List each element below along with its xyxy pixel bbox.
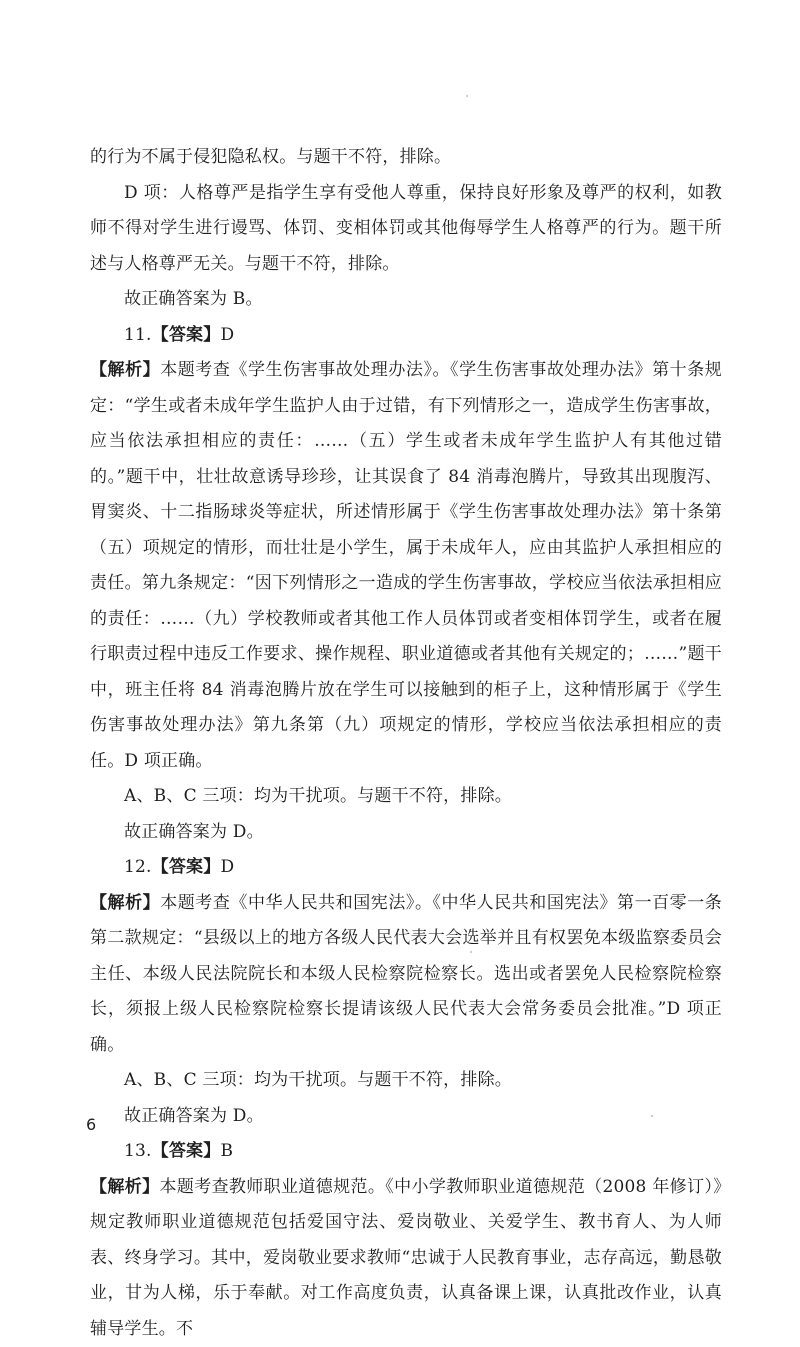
body-paragraph: 故正确答案为 B。	[90, 282, 722, 318]
analysis-paragraph	[90, 1170, 722, 1347]
question-number: 13.	[124, 1141, 152, 1161]
question-number: 12.	[124, 857, 152, 877]
answer-value: D	[220, 325, 234, 345]
analysis-paragraph	[90, 353, 722, 779]
answer-value: D	[220, 857, 234, 877]
scan-speck	[470, 951, 472, 953]
body-paragraph: D 项：人格尊严是指学生享有受他人尊重，保持良好形象及尊严的权利，如教师不得对学生进行谩骂、体罚、变相体罚或其他侮辱学生人格尊严的行为。题干所述与人格尊严无关。与题干不符，排除。	[90, 176, 722, 283]
answer-label: 【答案】	[152, 857, 221, 877]
scan-speck	[651, 1115, 653, 1117]
analysis-label: 【解析】	[90, 360, 160, 380]
body-paragraph: A、B、C 三项：均为干扰项。与题干不符，排除。	[90, 779, 722, 815]
analysis-paragraph	[90, 886, 722, 1064]
scan-speck	[466, 95, 468, 97]
analysis-text: 本题考查《学生伤害事故处理办法》。《学生伤害事故处理办法》第十条规定：“学生或者未成年学生监护人由于过错，有下列情形之一，造成学生伤害事故，应当依法承担相应的责任：……（五）学生或者未成年学生监护人有其他过错的。”题干中，壮壮故意诱导珍珍，让其误食了 84 消毒泡腾片，导致其出现腹泻、胃窦炎、十二指肠球炎等症状，所述情形属于《学生伤害事故处理办法》第十条第（五）项规定的情形，而壮壮是小学生，属于未成年人，应由其监护人承担相应的责任。第九条规定：“因下列情形之一造成的学生伤害事故，学校应当依法承担相应的责任：……（九）学校教师或者其他工作人员体罚或者变相体罚学生，或者在履行职责过程中违反工作要求、操作规程、职业道德或者其他有关规定的；……”题干中，班主任将 84 消毒泡腾片放在学生可以接触到的柜子上，这种情形属于《学生伤害事故处理办法》第九条第（九）项规定的情形，学校应当依法承担相应的责任。D 项正确。	[90, 360, 722, 771]
body-paragraph: A、B、C 三项：均为干扰项。与题干不符，排除。	[90, 1063, 722, 1099]
analysis-text: 本题考查教师职业道德规范。《中小学教师职业道德规范（2008 年修订）》规定教师职业道德规范包括爱国守法、爱岗敬业、关爱学生、教书育人、为人师表、终身学习。其中，爱岗敬业要求教师“忠诚于人民教育事业，志存高远，勤恳敬业，甘为人梯，乐于奉献。对工作高度负责，认真备课上课，认真批改作业，认真辅导学生。不	[90, 1177, 722, 1339]
answer-heading	[90, 850, 722, 886]
analysis-label: 【解析】	[90, 893, 160, 913]
answer-heading	[90, 318, 722, 354]
analysis-label: 【解析】	[90, 1177, 159, 1197]
answer-label: 【答案】	[152, 325, 221, 345]
body-paragraph: 故正确答案为 D。	[90, 1099, 722, 1135]
body-paragraph: 的行为不属于侵犯隐私权。与题干不符，排除。	[90, 140, 722, 176]
answer-value: B	[220, 1141, 233, 1161]
analysis-text: 本题考查《中华人民共和国宪法》。《中华人民共和国宪法》第一百零一条第二款规定：“县级以上的地方各级人民代表大会选举并且有权罢免本级监察委员会主任、本级人民法院院长和本级人民检察院检察长。选出或者罢免人民检察院检察长，须报上级人民检察院检察长提请该级人民代表大会常务委员会批准。”D 项正确。	[90, 893, 722, 1055]
page-number: 6	[86, 1115, 96, 1134]
answer-heading	[90, 1134, 722, 1170]
body-paragraph: 故正确答案为 D。	[90, 815, 722, 851]
question-number: 11.	[124, 325, 152, 345]
answer-label: 【答案】	[152, 1141, 221, 1161]
answer-explanation-body	[90, 140, 722, 1347]
